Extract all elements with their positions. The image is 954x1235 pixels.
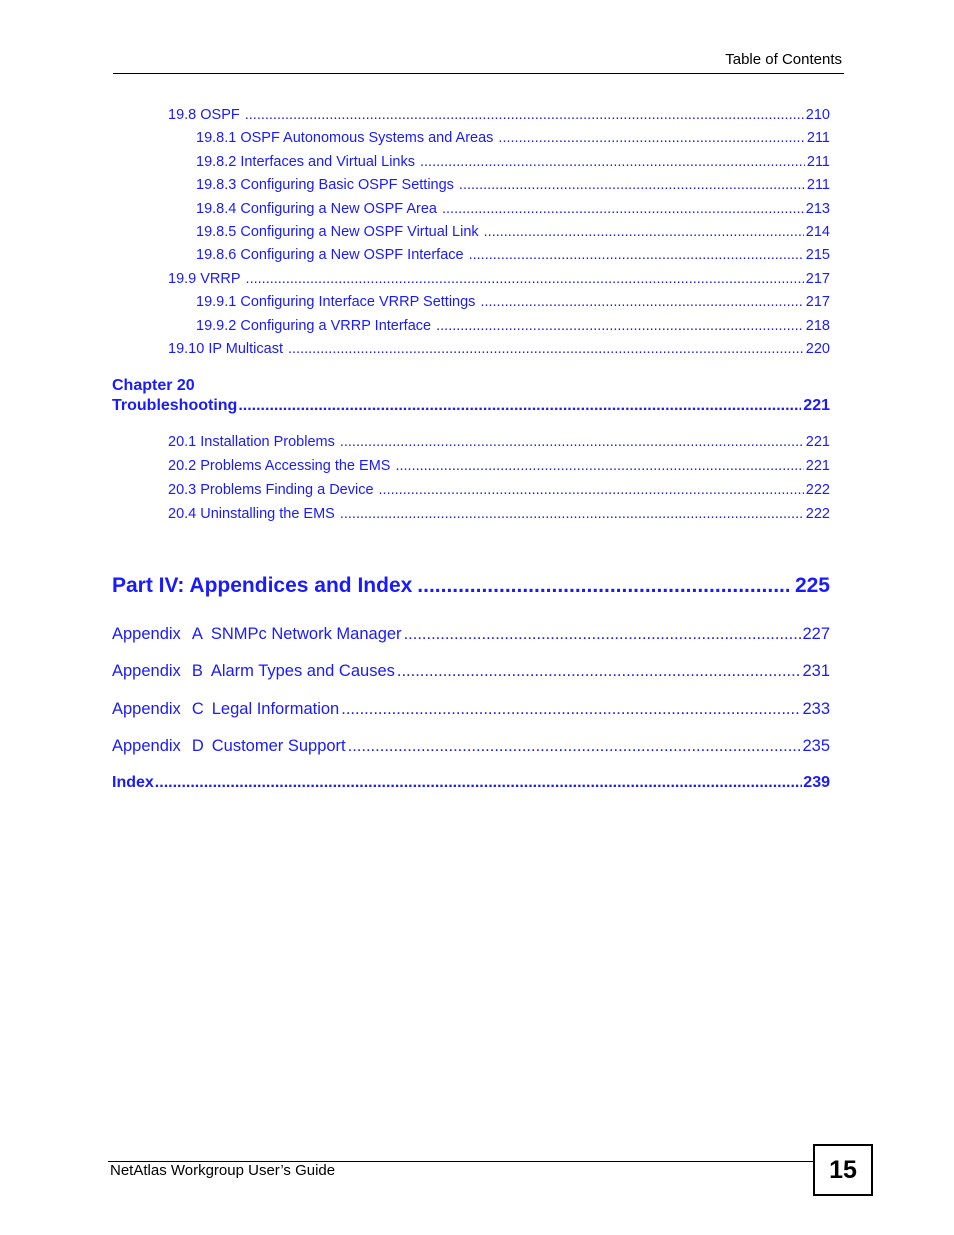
- chapter-title: Troubleshooting: [112, 397, 238, 414]
- toc-entry-19-8-3[interactable]: [196, 177, 830, 197]
- index-title: Index: [112, 774, 154, 791]
- appendix-letter: C: [191, 700, 204, 718]
- toc-entry-page: 217: [805, 271, 830, 287]
- toc-entry-label: 19.8.4 Configuring a New OSPF Area: [196, 201, 437, 217]
- toc-entry-label: 20.1 Installation Problems: [168, 434, 335, 450]
- toc-entry-19-9[interactable]: [168, 271, 830, 291]
- toc-entry-20-2[interactable]: [168, 458, 830, 478]
- toc-entry-19-9-2[interactable]: [196, 318, 830, 338]
- toc-appendix-c[interactable]: [112, 700, 830, 722]
- toc-entry-label: 19.9.2 Configuring a VRRP Interface: [196, 318, 432, 334]
- toc-index[interactable]: [112, 774, 830, 796]
- chapter-page: 221: [803, 397, 830, 414]
- appendix-title: SNMPc Network Manager: [210, 625, 402, 643]
- appendix-title: Customer Support: [211, 737, 346, 755]
- toc-entry-20-4[interactable]: [168, 506, 830, 526]
- toc-entry-page: 222: [805, 506, 830, 522]
- toc-entry-label: 20.4 Uninstalling the EMS: [168, 506, 335, 522]
- appendix-prefix: Appendix: [112, 700, 181, 718]
- appendix-page: 231: [802, 662, 830, 680]
- toc-entry-label: 19.8.6 Configuring a New OSPF Interface: [196, 247, 464, 263]
- toc-chapter-troubleshooting[interactable]: [112, 397, 830, 419]
- toc-entry-19-9-1[interactable]: [196, 294, 830, 314]
- appendix-letter: A: [191, 625, 203, 643]
- toc-entry-19-8-4[interactable]: [196, 201, 830, 221]
- page-number: 15: [813, 1144, 873, 1196]
- appendix-page: 235: [802, 737, 830, 755]
- toc-entry-label: 19.9.1 Configuring Interface VRRP Settings: [196, 294, 476, 310]
- toc-entry-label: 19.9 VRRP: [168, 271, 241, 287]
- toc-entry-label: 19.8.5 Configuring a New OSPF Virtual Link: [196, 224, 479, 240]
- toc-entry-label: 19.8.1 OSPF Autonomous Systems and Areas: [196, 130, 494, 146]
- part-page: 225: [794, 574, 830, 597]
- toc-entry-19-8-6[interactable]: [196, 247, 830, 267]
- chapter-number[interactable]: Chapter 20: [112, 377, 195, 394]
- toc-entry-page: 211: [806, 154, 830, 170]
- toc-part-iv[interactable]: [112, 574, 830, 602]
- toc-entry-page: 211: [806, 177, 830, 193]
- toc-entry-20-3[interactable]: [168, 482, 830, 502]
- toc-entry-page: 218: [805, 318, 830, 334]
- toc-entry-page: 221: [805, 458, 830, 474]
- toc-appendix-d[interactable]: [112, 737, 830, 759]
- toc-entry-label: 19.10 IP Multicast: [168, 341, 283, 357]
- toc-entry-page: 210: [805, 107, 830, 123]
- toc-entry-page: 220: [805, 341, 830, 357]
- appendix-prefix: Appendix: [112, 737, 181, 755]
- toc-entry-label: 20.3 Problems Finding a Device: [168, 482, 374, 498]
- part-title: Part IV: Appendices and Index: [112, 574, 413, 597]
- appendix-page: 227: [802, 625, 830, 643]
- header-divider: [113, 73, 844, 74]
- appendix-letter: D: [191, 737, 204, 755]
- appendix-page: 233: [802, 700, 830, 718]
- toc-entry-label: 19.8 OSPF: [168, 107, 240, 123]
- toc-entry-20-1[interactable]: [168, 434, 830, 454]
- appendix-title: Alarm Types and Causes: [210, 662, 395, 680]
- toc-entry-19-10[interactable]: [168, 341, 830, 361]
- toc-entry-page: 222: [805, 482, 830, 498]
- toc-entry-page: 214: [805, 224, 830, 240]
- toc-entry-19-8-2[interactable]: [196, 154, 830, 174]
- toc-entry-label: 19.8.3 Configuring Basic OSPF Settings: [196, 177, 454, 193]
- toc-entry-19-8-5[interactable]: [196, 224, 830, 244]
- toc-entry-page: 211: [806, 130, 830, 146]
- toc-entry-page: 213: [805, 201, 830, 217]
- appendix-title: Legal Information: [211, 700, 340, 718]
- toc-entry-label: 20.2 Problems Accessing the EMS: [168, 458, 391, 474]
- toc-appendix-b[interactable]: [112, 662, 830, 684]
- toc-entry-label: 19.8.2 Interfaces and Virtual Links: [196, 154, 415, 170]
- appendix-prefix: Appendix: [112, 625, 181, 643]
- toc-entry-19-8[interactable]: [168, 107, 830, 127]
- header-title: Table of Contents: [725, 51, 842, 68]
- toc-entry-page: 217: [805, 294, 830, 310]
- appendix-letter: B: [191, 662, 203, 680]
- footer-guide-title: NetAtlas Workgroup User’s Guide: [110, 1162, 336, 1179]
- toc-entry-page: 215: [805, 247, 830, 263]
- index-page: 239: [803, 774, 830, 791]
- toc-appendix-a[interactable]: [112, 625, 830, 647]
- toc-entry-page: 221: [805, 434, 830, 450]
- toc-entry-19-8-1[interactable]: [196, 130, 830, 150]
- appendix-prefix: Appendix: [112, 662, 181, 680]
